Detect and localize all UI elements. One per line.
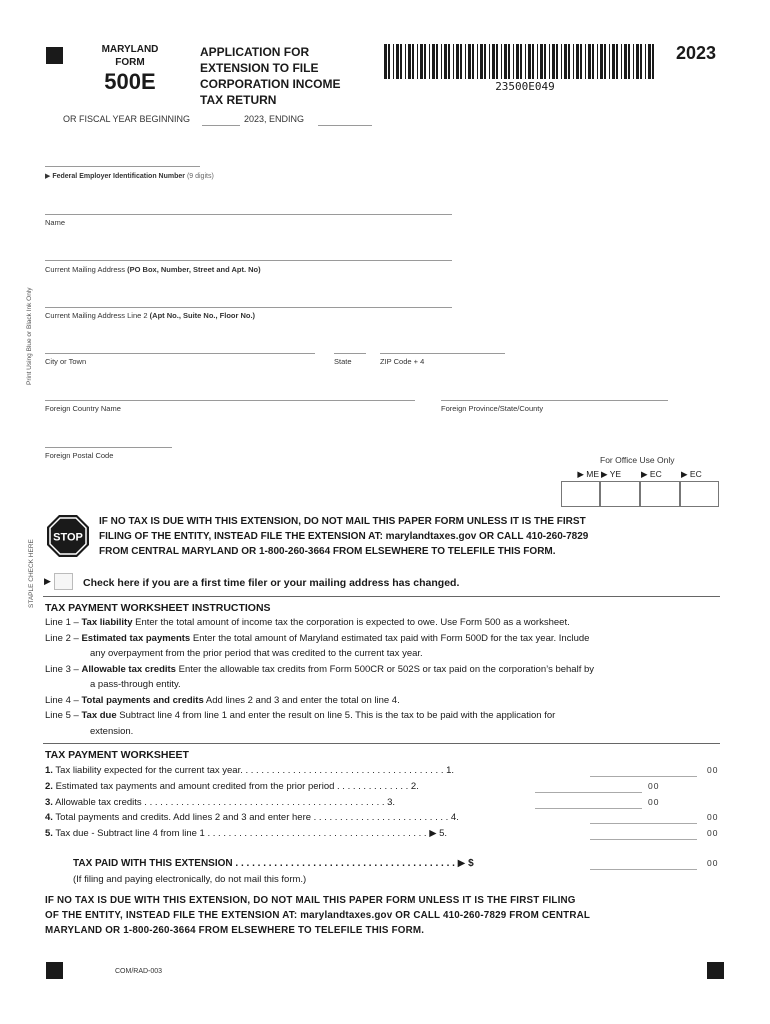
barcode-bar xyxy=(412,44,414,79)
stop-notice-line-3: FROM CENTRAL MARYLAND OR 1-800-260-3664 FROM ELSEWHERE TO TELEFILE THIS FORM. xyxy=(99,546,556,557)
barcode-bar xyxy=(501,44,502,79)
line-5-amount-field[interactable] xyxy=(590,827,697,840)
name-field[interactable] xyxy=(45,202,452,215)
zip-field[interactable] xyxy=(380,341,505,354)
form-number: 500E xyxy=(104,69,156,94)
barcode-bar xyxy=(604,44,606,79)
address1-hint: (PO Box, Number, Street and Apt. No) xyxy=(127,265,261,274)
barcode-bar xyxy=(624,44,627,79)
barcode-bar xyxy=(588,44,591,79)
barcode-bar xyxy=(429,44,430,79)
barcode-text: 23500E049 xyxy=(495,80,555,93)
barcode-bar xyxy=(477,44,478,79)
title-line-2: EXTENSION TO FILE xyxy=(200,61,319,75)
barcode-bar xyxy=(645,44,646,79)
barcode-bar xyxy=(468,44,471,79)
state-label: MARYLAND xyxy=(101,44,159,55)
worksheet-line-1-num: 1. xyxy=(45,765,53,776)
city-field[interactable] xyxy=(45,341,315,354)
barcode-bar xyxy=(420,44,423,79)
barcode-bar xyxy=(640,44,642,79)
worksheet-line-4-text: Total payments and credits. Add lines 2 and 3 and enter here . . . . . . . . . . . . . . . . . . . . . . . . . . 4. xyxy=(55,812,459,823)
fiscal-year-beginning-label: OR FISCAL YEAR BEGINNING xyxy=(63,114,191,124)
office-code-ec2: ▶ EC xyxy=(681,469,702,479)
address2-hint: (Apt No., Suite No., Floor No.) xyxy=(149,311,256,320)
form-title xyxy=(200,44,340,108)
instruction-line-2-bold: Estimated tax payments xyxy=(81,632,191,644)
worksheet-line-2-num: 2. xyxy=(45,781,53,792)
barcode-bar xyxy=(456,44,459,79)
barcode-bar xyxy=(616,44,618,79)
instruction-line-2-cont: any overpayment from the prior period that was credited to the current tax year. xyxy=(90,648,423,659)
barcode-bar xyxy=(513,44,514,79)
address2-label-text: Current Mailing Address Line 2 xyxy=(45,311,148,320)
office-code-me: ▶ ME xyxy=(577,469,599,479)
address2-label xyxy=(45,311,255,320)
worksheet-line-5-text: Tax due - Subtract line 4 from line 1 . . . . . . . . . . . . . . . . . . . . . . . . . . . . . . . . . . . . . . . . . . ▶ 5. xyxy=(55,828,448,839)
first-time-filer-checkbox[interactable] xyxy=(54,573,73,590)
barcode-bar xyxy=(472,44,474,79)
barcode-bar xyxy=(633,44,634,79)
barcode-bar xyxy=(537,44,538,79)
barcode-bar xyxy=(621,44,622,79)
electronic-filing-note: (If filing and paying electronically, do not mail this form.) xyxy=(73,874,307,885)
stop-notice xyxy=(99,514,588,559)
barcode-bar xyxy=(549,44,550,79)
instruction-line-2-text: Enter the total amount of Maryland estimated tax paid with Form 500D for the tax year. Include xyxy=(192,632,590,644)
barcode-bar xyxy=(576,44,579,79)
tax-paid-label: TAX PAID WITH THIS EXTENSION . . . . . . . . . . . . . . . . . . . . . . . . . . . . . . . . . . . . . . . . ▶ $ xyxy=(73,858,474,869)
line-3-cents: 00 xyxy=(648,797,660,807)
barcode-bar xyxy=(465,44,466,79)
section-divider-2 xyxy=(43,743,720,744)
instruction-line-2 xyxy=(45,631,725,647)
barcode-bar xyxy=(612,44,615,79)
footer-warning xyxy=(45,893,590,938)
barcode-bar xyxy=(544,44,546,79)
city-label: City or Town xyxy=(45,357,87,366)
tax-paid-amount-field[interactable] xyxy=(590,857,697,870)
title-line-3: CORPORATION INCOME xyxy=(200,77,341,91)
office-code-ye-text: YE xyxy=(609,469,622,479)
worksheet-line-2-text: Estimated tax payments and amount credited from the prior period . . . . . . . . . . . . . . 2. xyxy=(55,781,419,792)
barcode-bar xyxy=(580,44,582,79)
worksheet-line-5-num: 5. xyxy=(45,828,53,839)
office-box-ec1 xyxy=(639,481,681,507)
barcode-bar xyxy=(432,44,435,79)
ink-instruction: Print Using Blue or Black Ink Only xyxy=(26,287,33,385)
line-2-amount-field[interactable] xyxy=(535,780,642,793)
instruction-line-5-cont: extension. xyxy=(90,725,134,737)
barcode-bar xyxy=(573,44,574,79)
barcode-bar xyxy=(504,44,507,79)
office-box-ye xyxy=(599,481,641,507)
address1-label-text: Current Mailing Address xyxy=(45,265,126,274)
line-2-cents: 00 xyxy=(648,781,660,791)
foreign-country-field[interactable] xyxy=(45,388,415,401)
address1-field[interactable] xyxy=(45,248,452,261)
barcode-bar xyxy=(597,44,598,79)
barcode-bar xyxy=(508,44,510,79)
barcode-bar xyxy=(405,44,406,79)
foreign-postal-label: Foreign Postal Code xyxy=(45,451,114,460)
barcode-bar xyxy=(436,44,438,79)
fiscal-begin-field[interactable] xyxy=(202,114,240,126)
title-line-4: TAX RETURN xyxy=(200,93,277,107)
instructions-title: TAX PAYMENT WORKSHEET INSTRUCTIONS xyxy=(45,602,271,614)
tax-year: 2023 xyxy=(676,43,717,63)
instruction-line-3 xyxy=(45,662,725,678)
stop-sign-text: STOP xyxy=(53,531,83,544)
barcode-bar xyxy=(492,44,495,79)
worksheet-line-3-text: Allowable tax credits . . . . . . . . . . . . . . . . . . . . . . . . . . . . . . . . . . . . . . . . . . . . . . 3. xyxy=(55,797,396,808)
instruction-line-1 xyxy=(45,615,725,631)
worksheet-line-5 xyxy=(45,828,447,839)
state-field[interactable] xyxy=(334,341,366,354)
worksheet-line-4-num: 4. xyxy=(45,812,53,823)
section-divider xyxy=(43,596,720,597)
barcode-bar xyxy=(568,44,570,79)
instruction-line-4 xyxy=(45,693,725,709)
title-line-1: APPLICATION FOR xyxy=(200,45,310,59)
office-code-me-text: ME xyxy=(586,469,599,479)
barcode-bar xyxy=(585,44,586,79)
instruction-line-2-num: Line 2 – xyxy=(45,632,79,644)
stop-notice-line-1: IF NO TAX IS DUE WITH THIS EXTENSION, DO NOT MAIL THIS PAPER FORM UNLESS IT IS THE FIRST xyxy=(99,516,586,527)
line-3-amount-field[interactable] xyxy=(535,796,642,809)
line-4-cents: 00 xyxy=(707,812,719,822)
tax-paid-cents: 00 xyxy=(707,858,719,868)
barcode-bar xyxy=(564,44,567,79)
instruction-line-4-num: Line 4 – xyxy=(45,694,79,706)
registration-mark-bottom-right xyxy=(707,962,724,979)
foreign-province-field[interactable] xyxy=(441,388,668,401)
office-code-ec1-text: EC xyxy=(649,469,662,479)
barcode-bar xyxy=(480,44,483,79)
barcode-bar xyxy=(592,44,594,79)
barcode-bar xyxy=(460,44,462,79)
barcode-bar xyxy=(396,44,399,79)
barcode-bar xyxy=(496,44,498,79)
office-use-title: For Office Use Only xyxy=(600,455,675,465)
stop-notice-line-2: FILING OF THE ENTITY, INSTEAD FILE THE EXTENSION AT: marylandtaxes.gov OR CALL 410-260-7829 xyxy=(99,531,589,542)
barcode-bar xyxy=(525,44,526,79)
instruction-line-1-text: Enter the total amount of income tax the corporation is expected to owe. Use Form 500 as a worksheet. xyxy=(135,617,570,628)
instruction-line-3-text: Enter the allowable tax credits from Form 500CR or 502S or tax paid on the corporation’s behalf by xyxy=(178,663,595,675)
barcode-bar xyxy=(408,44,411,79)
foreign-country-label: Foreign Country Name xyxy=(45,404,121,413)
instruction-line-1-bold: Tax liability xyxy=(81,617,133,628)
office-code-ye: ▶ YE xyxy=(601,469,622,479)
stop-sign-icon xyxy=(46,514,90,558)
state-label: State xyxy=(334,357,352,366)
office-box-ec2 xyxy=(679,481,719,507)
instruction-line-3-cont: a pass-through entity. xyxy=(90,679,181,690)
barcode-bar xyxy=(417,44,418,79)
office-code-ec2-text: EC xyxy=(689,469,702,479)
barcode-bar xyxy=(388,44,390,79)
barcode-bar xyxy=(556,44,558,79)
barcode-bar xyxy=(441,44,442,79)
line-4-amount-field[interactable] xyxy=(590,811,697,824)
form-code: COM/RAD-003 xyxy=(115,968,163,975)
fiscal-end-field[interactable] xyxy=(318,114,372,126)
registration-mark xyxy=(46,47,63,64)
barcode-bar xyxy=(652,44,654,79)
barcode-bar xyxy=(520,44,522,79)
first-time-filer-label: Check here if you are a first time filer or your mailing address has changed. xyxy=(83,577,460,589)
instruction-line-5-bold: Tax due xyxy=(81,710,117,721)
barcode-bar xyxy=(609,44,610,79)
office-box-me xyxy=(561,481,601,507)
instruction-line-5-text: Subtract line 4 from line 1 and enter the result on line 5. This is the tax to be paid with the application for xyxy=(119,710,556,721)
instruction-line-3-bold: Allowable tax credits xyxy=(81,663,176,675)
address1-label xyxy=(45,265,261,274)
barcode-bar xyxy=(393,44,394,79)
staple-check-label: STAPLE CHECK HERE xyxy=(28,539,35,608)
barcode-bar xyxy=(636,44,639,79)
instruction-line-5-num: Line 5 – xyxy=(45,710,79,721)
registration-mark-bottom-left xyxy=(46,962,63,979)
line-5-cents: 00 xyxy=(707,828,719,838)
instructions-list xyxy=(45,615,725,739)
line-1-amount-field[interactable] xyxy=(590,764,697,777)
foreign-postal-field[interactable] xyxy=(45,435,172,448)
barcode-bar xyxy=(532,44,534,79)
barcode-bar xyxy=(448,44,450,79)
barcode-bar xyxy=(400,44,402,79)
barcode-bar xyxy=(628,44,630,79)
instruction-line-4-bold: Total payments and credits xyxy=(81,694,204,706)
office-code-ec1: ▶ EC xyxy=(641,469,662,479)
barcode-bar xyxy=(600,44,603,79)
fein-label xyxy=(45,172,214,180)
barcode-bar xyxy=(444,44,447,79)
barcode-bar xyxy=(489,44,490,79)
fein-label-text: Federal Employer Identification Number xyxy=(52,173,185,180)
barcode-bar xyxy=(528,44,531,79)
barcode-bar xyxy=(648,44,651,79)
arrow-icon: ▶ xyxy=(45,173,51,180)
line-1-cents: 00 xyxy=(707,765,719,775)
instruction-line-5 xyxy=(45,708,725,724)
footer-warning-line-1: IF NO TAX IS DUE WITH THIS EXTENSION, DO NOT MAIL THIS PAPER FORM UNLESS IT IS THE FIRST FILING xyxy=(45,895,576,906)
barcode-bar xyxy=(453,44,454,79)
address2-field[interactable] xyxy=(45,295,452,308)
worksheet-line-4 xyxy=(45,812,459,823)
instruction-line-3-num: Line 3 – xyxy=(45,663,79,675)
barcode-bar xyxy=(484,44,486,79)
barcode-bar xyxy=(561,44,562,79)
check-arrow-icon: ▶ xyxy=(44,576,51,586)
fein-field[interactable] xyxy=(45,156,200,167)
footer-warning-line-3: MARYLAND OR 1-800-260-3664 FROM ELSEWHERE TO TELEFILE THIS FORM. xyxy=(45,925,425,936)
fiscal-year-ending-label: 2023, ENDING xyxy=(244,114,305,124)
footer-warning-line-2: OF THE ENTITY, INSTEAD FILE THE EXTENSION AT: marylandtaxes.gov OR CALL 410-260-7829 FROM CENTRAL xyxy=(45,910,591,921)
form-word: FORM xyxy=(115,57,145,68)
instruction-line-4-text: Add lines 2 and 3 and enter the total on line 4. xyxy=(205,694,400,706)
foreign-province-label: Foreign Province/State/County xyxy=(441,404,544,413)
barcode xyxy=(384,44,660,79)
worksheet-line-3-num: 3. xyxy=(45,797,53,808)
barcode-bar xyxy=(552,44,555,79)
worksheet-line-1-text: Tax liability expected for the current tax year. . . . . . . . . . . . . . . . . . . . . . . . . . . . . . . . . . . . . . . 1. xyxy=(55,765,455,776)
barcode-bar xyxy=(384,44,387,79)
worksheet-line-1 xyxy=(45,765,454,776)
worksheet-line-2 xyxy=(45,781,419,792)
fein-hint: (9 digits) xyxy=(186,173,214,180)
name-label: Name xyxy=(45,218,66,227)
worksheet-line-3 xyxy=(45,797,395,808)
barcode-bar xyxy=(516,44,519,79)
barcode-bar xyxy=(424,44,426,79)
instruction-line-1-num: Line 1 – xyxy=(45,617,79,628)
worksheet-title: TAX PAYMENT WORKSHEET xyxy=(45,749,189,761)
barcode-bar xyxy=(540,44,543,79)
zip-label: ZIP Code + 4 xyxy=(380,357,425,366)
